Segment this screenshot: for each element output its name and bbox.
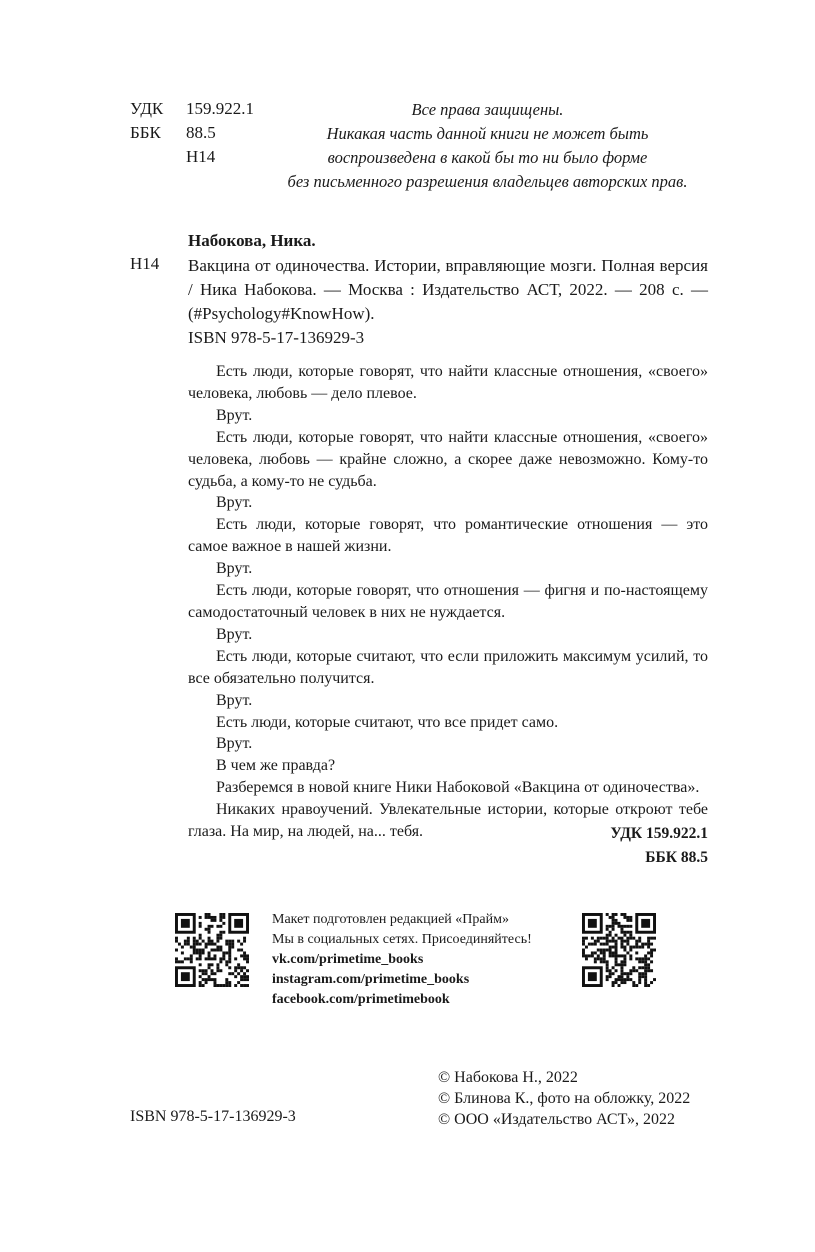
- catalog-isbn: ISBN 978-5-17-136929-3: [188, 328, 365, 347]
- annotation-paragraph: Есть люди, которые говорят, что найти классные отношения, «своего» человека, любовь — крайне сложно, а скорее даже невозможно. Кому-то судьба, а кому-то не судьба.: [188, 428, 708, 490]
- annotation-paragraph: Врут.: [216, 560, 253, 578]
- udk-value: 159.922.1: [186, 99, 254, 118]
- social-call: Мы в социальных сетях. Присоединяйтесь!: [272, 932, 532, 947]
- rights-line: воспроизведена в какой бы то ни было форме: [327, 148, 648, 167]
- author-mark: Н14: [186, 147, 216, 166]
- annotation-paragraph: Никаких нравоучений. Увлекательные истории, которые откроют тебе глаза. На мир, на людей, на... тебя.: [188, 801, 708, 841]
- facebook-link[interactable]: facebook.com/primetimebook: [272, 992, 450, 1007]
- annotation-paragraph: Есть люди, которые говорят, что отношения — фигня и по-настоящему самодостаточный человек в них не нуждается.: [188, 582, 708, 621]
- copyright-line: © Набокова Н., 2022: [438, 1069, 578, 1086]
- instagram-link[interactable]: instagram.com/primetime_books: [272, 972, 470, 987]
- catalog-author: Набокова, Ника.: [188, 231, 316, 250]
- annotation: [188, 361, 708, 843]
- prepared-by: Макет подготовлен редакцией «Прайм»: [272, 912, 509, 927]
- annotation-paragraph: Есть люди, которые считают, что все придет само.: [216, 713, 559, 731]
- rights-line: Все права защищены.: [411, 100, 564, 119]
- annotation-paragraph: Есть люди, которые считают, что если приложить максимум усилий, то все обязательно получится.: [188, 647, 708, 687]
- qr-code-icon[interactable]: [175, 913, 249, 987]
- copyright-block: [438, 1067, 690, 1130]
- annotation-paragraph: Врут.: [216, 406, 253, 424]
- copyright-line: © Блинова К., фото на обложку, 2022: [438, 1090, 691, 1107]
- annotation-paragraph: Есть люди, которые говорят, что романтические отношения — это самое важное в нашей жизни.: [188, 516, 708, 556]
- annotation-bbk: ББК 88.5: [645, 849, 708, 866]
- udk-label: УДК: [130, 99, 164, 118]
- annotation-paragraph: Разберемся в новой книге Ники Набоковой «Вакцина от одиночества».: [216, 779, 700, 797]
- annotation-udk: УДК 159.922.1: [610, 825, 708, 842]
- annotation-paragraph: Врут.: [216, 494, 253, 512]
- annotation-paragraph: В чем же правда?: [216, 757, 336, 775]
- bbk-label: ББК: [130, 123, 161, 142]
- rights-notice: [260, 98, 715, 194]
- catalog-description: Вакцина от одиночества. Истории, вправляющие мозги. Полная версия / Ника Набокова. — Москва : Издательство АСТ, 2022. — 208 с. — (#Psychology#KnowHow).: [188, 256, 708, 323]
- rights-line: без письменного разрешения владельцев авторских прав.: [287, 172, 688, 191]
- rights-line: Никакая часть данной книги не может быть: [326, 124, 649, 143]
- bottom-isbn: ISBN 978-5-17-136929-3: [130, 1108, 296, 1125]
- annotation-codes: [560, 822, 708, 870]
- catalog-mark: Н14: [130, 254, 160, 273]
- qr-code-icon[interactable]: [582, 913, 656, 987]
- annotation-paragraph: Врут.: [216, 691, 253, 709]
- copyright-line: © ООО «Издательство АСТ», 2022: [438, 1111, 675, 1128]
- bbk-value: 88.5: [186, 123, 216, 142]
- annotation-paragraph: Есть люди, которые говорят, что найти классные отношения, «своего» человека, любовь — дело плевое.: [188, 363, 708, 402]
- annotation-paragraph: Врут.: [216, 735, 253, 753]
- annotation-paragraph: Врут.: [216, 625, 253, 643]
- vk-link[interactable]: vk.com/primetime_books: [272, 952, 424, 967]
- classification-codes: [130, 97, 254, 169]
- publisher-info: [272, 910, 532, 1010]
